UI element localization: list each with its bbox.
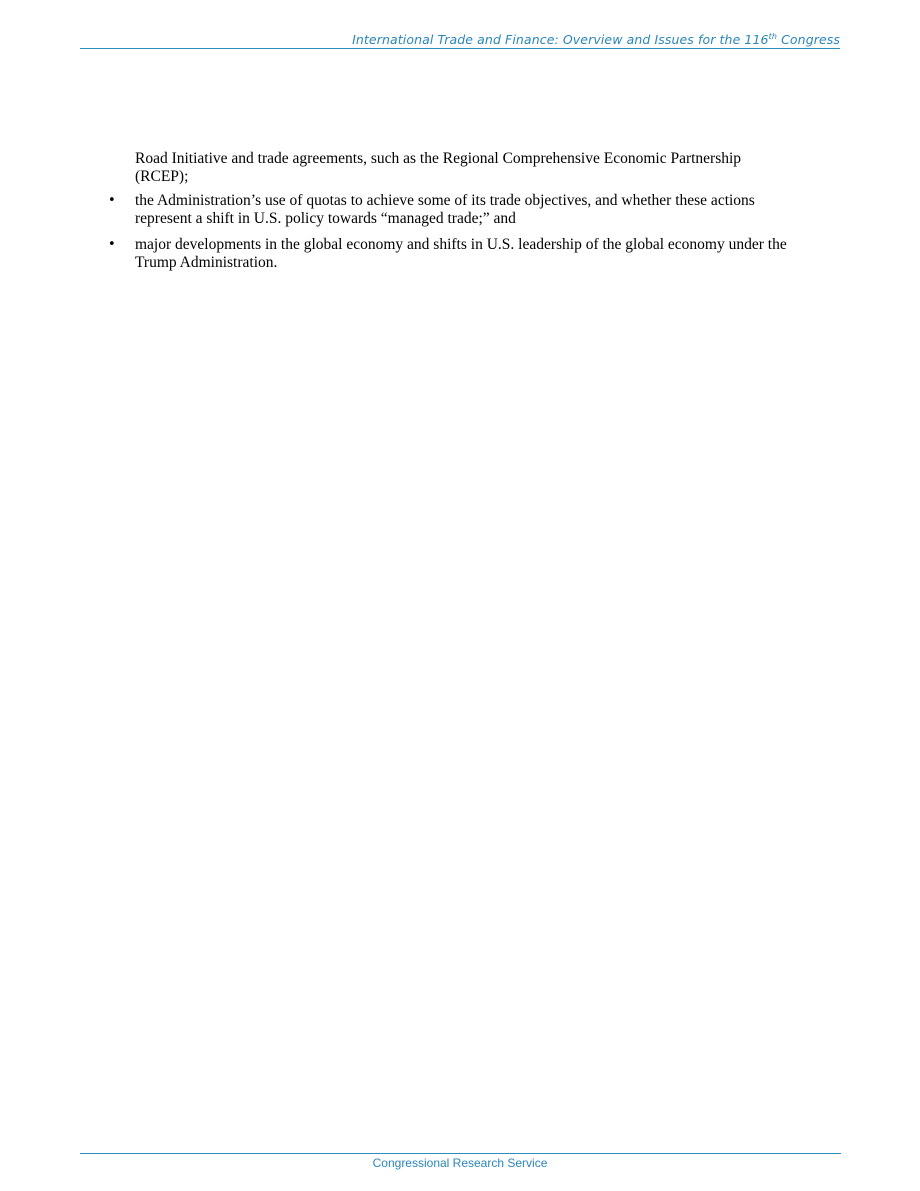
page-header <box>80 32 840 49</box>
list-item-text: the Administration’s use of quotas to achieve some of its trade objectives, and whether these actions represent a shift in U.S. policy towards “managed trade;” and <box>135 192 755 227</box>
running-title-tail: Congress <box>777 32 840 47</box>
bullet-icon: • <box>108 193 116 208</box>
bullet-list <box>108 192 798 272</box>
document-body <box>108 150 798 280</box>
page-footer: Congressional Research Service <box>372 1156 548 1170</box>
running-title <box>352 32 840 47</box>
list-item <box>108 236 798 272</box>
footer-divider <box>80 1153 841 1154</box>
list-item <box>108 192 798 228</box>
continued-list-item-text: Road Initiative and trade agreements, such as the Regional Comprehensive Economic Partnership (RCEP); <box>135 150 742 185</box>
running-title-main: International Trade and Finance: Overview and Issues for the 116 <box>352 32 769 47</box>
bullet-icon: • <box>108 237 116 252</box>
list-item-text: major developments in the global economy and shifts in U.S. leadership of the global economy under the Trump Administration. <box>135 236 787 271</box>
running-title-ordinal-suffix: th <box>768 31 778 41</box>
